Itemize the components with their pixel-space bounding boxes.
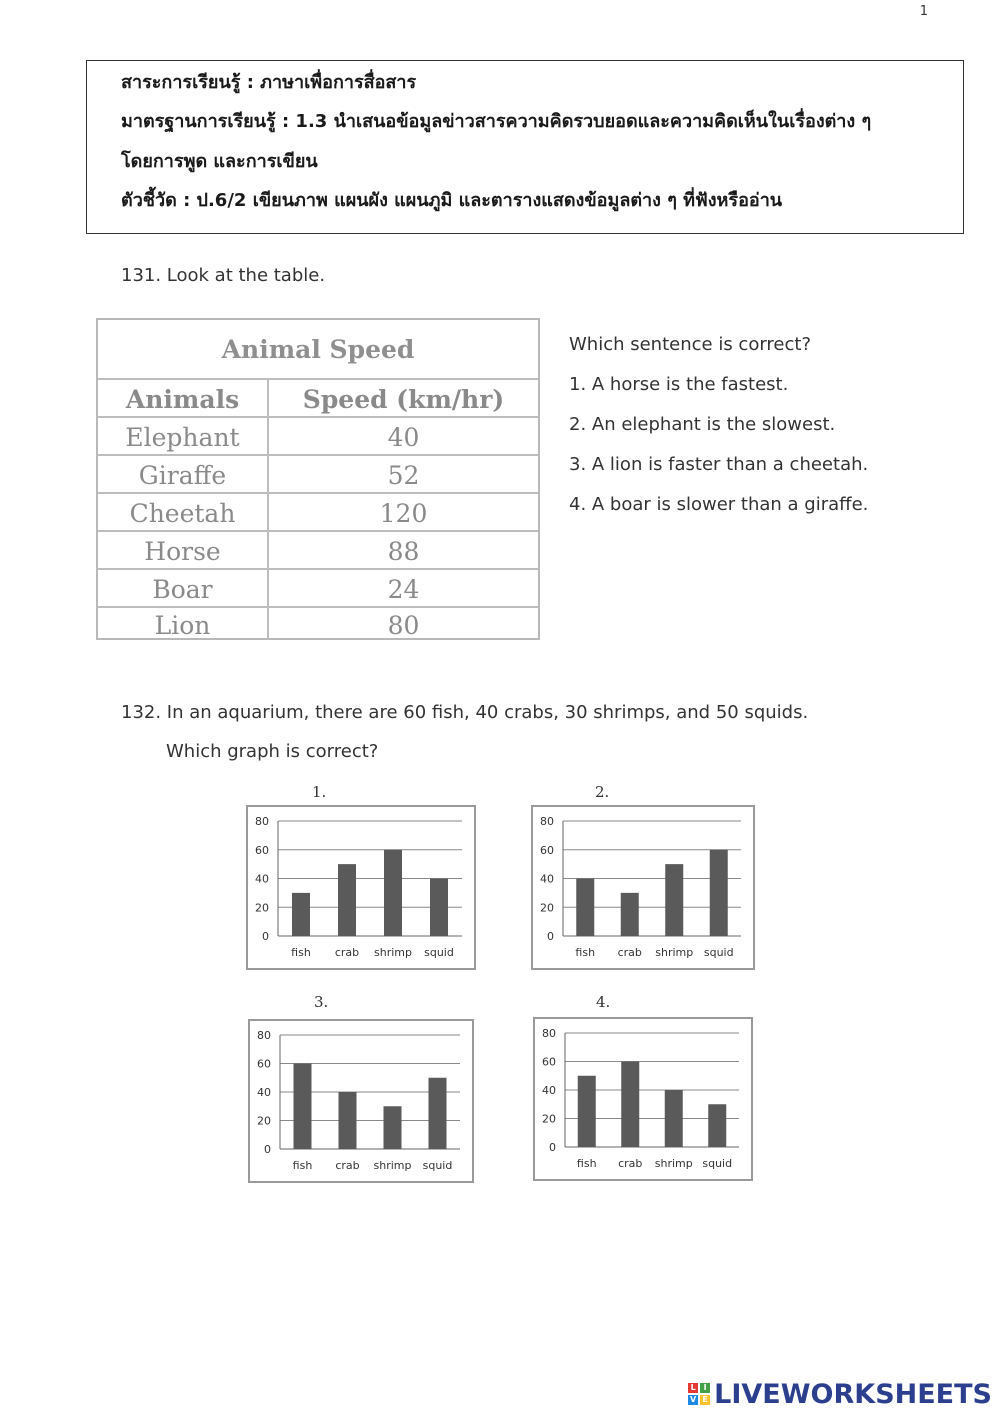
x-category-label: shrimp (654, 1157, 693, 1170)
table-cell-animal: Cheetah (129, 498, 236, 528)
y-tick-label: 20 (542, 1112, 556, 1126)
y-tick-label: 60 (542, 1055, 556, 1069)
logo-mark-letter: E (700, 1395, 710, 1405)
table-title: Animal Speed (221, 334, 415, 364)
bar (429, 1078, 447, 1149)
logo-mark-letter: L (688, 1383, 698, 1393)
bar (578, 1076, 596, 1147)
logo-text: LIVEWORKSHEETS (714, 1378, 992, 1410)
graph-option-3[interactable] (246, 993, 476, 1185)
table-cell-speed: 88 (387, 536, 420, 566)
x-category-label: shrimp (655, 946, 694, 959)
y-tick-label: 80 (257, 1029, 271, 1042)
logo-mark-icon (688, 1383, 710, 1405)
table-cell-speed: 24 (387, 574, 420, 604)
y-tick-label: 40 (540, 872, 554, 886)
graph-option-4[interactable] (531, 993, 755, 1185)
bar (338, 864, 356, 936)
logo-mark-letter: V (690, 1395, 697, 1404)
table-cell-speed: 80 (387, 610, 420, 640)
bar (576, 879, 594, 937)
table-cell-animal: Elephant (125, 422, 240, 452)
logo-mark-letter: I (700, 1383, 710, 1393)
bar-chart-svg (531, 993, 755, 1185)
y-tick-label: 80 (542, 1027, 556, 1040)
x-category-label: crab (618, 1157, 643, 1170)
y-tick-label: 80 (540, 815, 554, 828)
y-tick-label: 20 (257, 1114, 271, 1128)
table-row (98, 606, 538, 642)
table-row (98, 454, 538, 494)
curriculum-header-box (86, 60, 964, 234)
table-cell-speed: 52 (387, 460, 420, 490)
bar (384, 850, 402, 936)
bar (339, 1092, 357, 1149)
x-category-label: crab (335, 1159, 360, 1172)
header-standard-line-continued: โดยการพูด และการเขียน (121, 151, 318, 172)
bar (665, 1090, 683, 1147)
table-cell-animal: Boar (152, 574, 213, 604)
bar-chart-svg (246, 993, 476, 1185)
x-category-label: crab (334, 946, 360, 959)
y-tick-label: 40 (255, 872, 269, 886)
bar (708, 1104, 726, 1147)
y-tick-label: 80 (255, 815, 269, 828)
bar-chart-svg (246, 783, 478, 973)
table-row (98, 416, 538, 456)
answer-option-1[interactable]: 1. A horse is the fastest. (569, 374, 789, 395)
y-tick-label: 0 (547, 930, 554, 943)
x-category-label: squid (703, 946, 734, 959)
bar (665, 864, 683, 936)
answer-option-2[interactable]: 2. An elephant is the slowest. (569, 414, 836, 435)
header-speed: Speed (km/hr) (302, 384, 505, 414)
header-animals: Animals (125, 384, 240, 414)
bar (621, 893, 639, 936)
table-cell-animal: Lion (154, 610, 211, 640)
answer-option-4[interactable]: 4. A boar is slower than a giraffe. (569, 494, 869, 515)
y-tick-label: 0 (262, 930, 269, 943)
x-category-label: squid (422, 1159, 453, 1172)
y-tick-label: 0 (264, 1143, 271, 1156)
page-number: 1 (919, 4, 928, 19)
bar (294, 1064, 312, 1150)
table-row (98, 568, 538, 608)
y-tick-label: 40 (257, 1086, 271, 1099)
table-row (98, 530, 538, 570)
header-standard-line: มาตรฐานการเรียนรู้ : 1.3 นำเสนอข้อมูลข่าวสารความคิดรวบยอดและความคิดเห็นในเรื่องต่าง ๆ (121, 111, 872, 132)
x-category-label: shrimp (373, 1159, 412, 1172)
x-category-label: squid (702, 1157, 733, 1170)
table-row (98, 492, 538, 532)
graph-option-1[interactable] (246, 783, 478, 973)
y-tick-label: 0 (549, 1141, 556, 1154)
x-category-label: fish (292, 1159, 313, 1172)
bar (430, 879, 448, 937)
table-header-row (98, 378, 538, 418)
bar (621, 1062, 639, 1148)
table-cell-animal: Horse (144, 536, 221, 566)
bar (292, 893, 310, 936)
liveworksheets-logo (688, 1379, 992, 1409)
x-category-label: fish (291, 946, 311, 959)
y-tick-label: 20 (540, 901, 554, 915)
x-category-label: fish (575, 946, 596, 959)
table-cell-animal: Giraffe (138, 460, 227, 490)
animal-speed-table (96, 318, 540, 640)
table-cell-speed: 120 (379, 498, 428, 528)
graph-number: 3. (314, 993, 329, 1011)
header-indicator-line: ตัวชี้วัด : ป.6/2 เขียนภาพ แผนผัง แผนภูมิ และตารางแสดงข้อมูลต่าง ๆ ที่ฟังหรืออ่าน (121, 190, 783, 211)
header-subject-line: สาระการเรียนรู้ : ภาษาเพื่อการสื่อสาร (121, 72, 417, 93)
graph-number: 4. (596, 993, 611, 1011)
x-category-label: fish (576, 1157, 597, 1170)
x-category-label: shrimp (374, 946, 412, 959)
table-cell-speed: 40 (387, 422, 420, 452)
x-category-label: crab (617, 946, 642, 959)
question-131-options (569, 333, 868, 533)
question-131-prompt: 131. Look at the table. (121, 265, 326, 286)
question-132-prompt: 132. In an aquarium, there are 60 fish, 40 crabs, 30 shrimps, and 50 squids. (121, 702, 809, 723)
y-tick-label: 60 (540, 843, 554, 857)
question-132-question: Which graph is correct? (166, 741, 379, 762)
bar (384, 1106, 402, 1149)
graph-option-2[interactable] (531, 783, 757, 973)
y-tick-label: 40 (542, 1084, 556, 1097)
bar (710, 850, 728, 936)
y-tick-label: 60 (255, 843, 269, 857)
question-131-question: Which sentence is correct? (569, 334, 812, 355)
bar-chart-svg (531, 783, 757, 973)
answer-option-3[interactable]: 3. A lion is faster than a cheetah. (569, 454, 869, 475)
y-tick-label: 60 (257, 1057, 271, 1071)
y-tick-label: 20 (255, 901, 269, 915)
x-category-label: squid (424, 946, 454, 959)
graph-number: 1. (312, 783, 327, 801)
graph-number: 2. (595, 783, 610, 801)
